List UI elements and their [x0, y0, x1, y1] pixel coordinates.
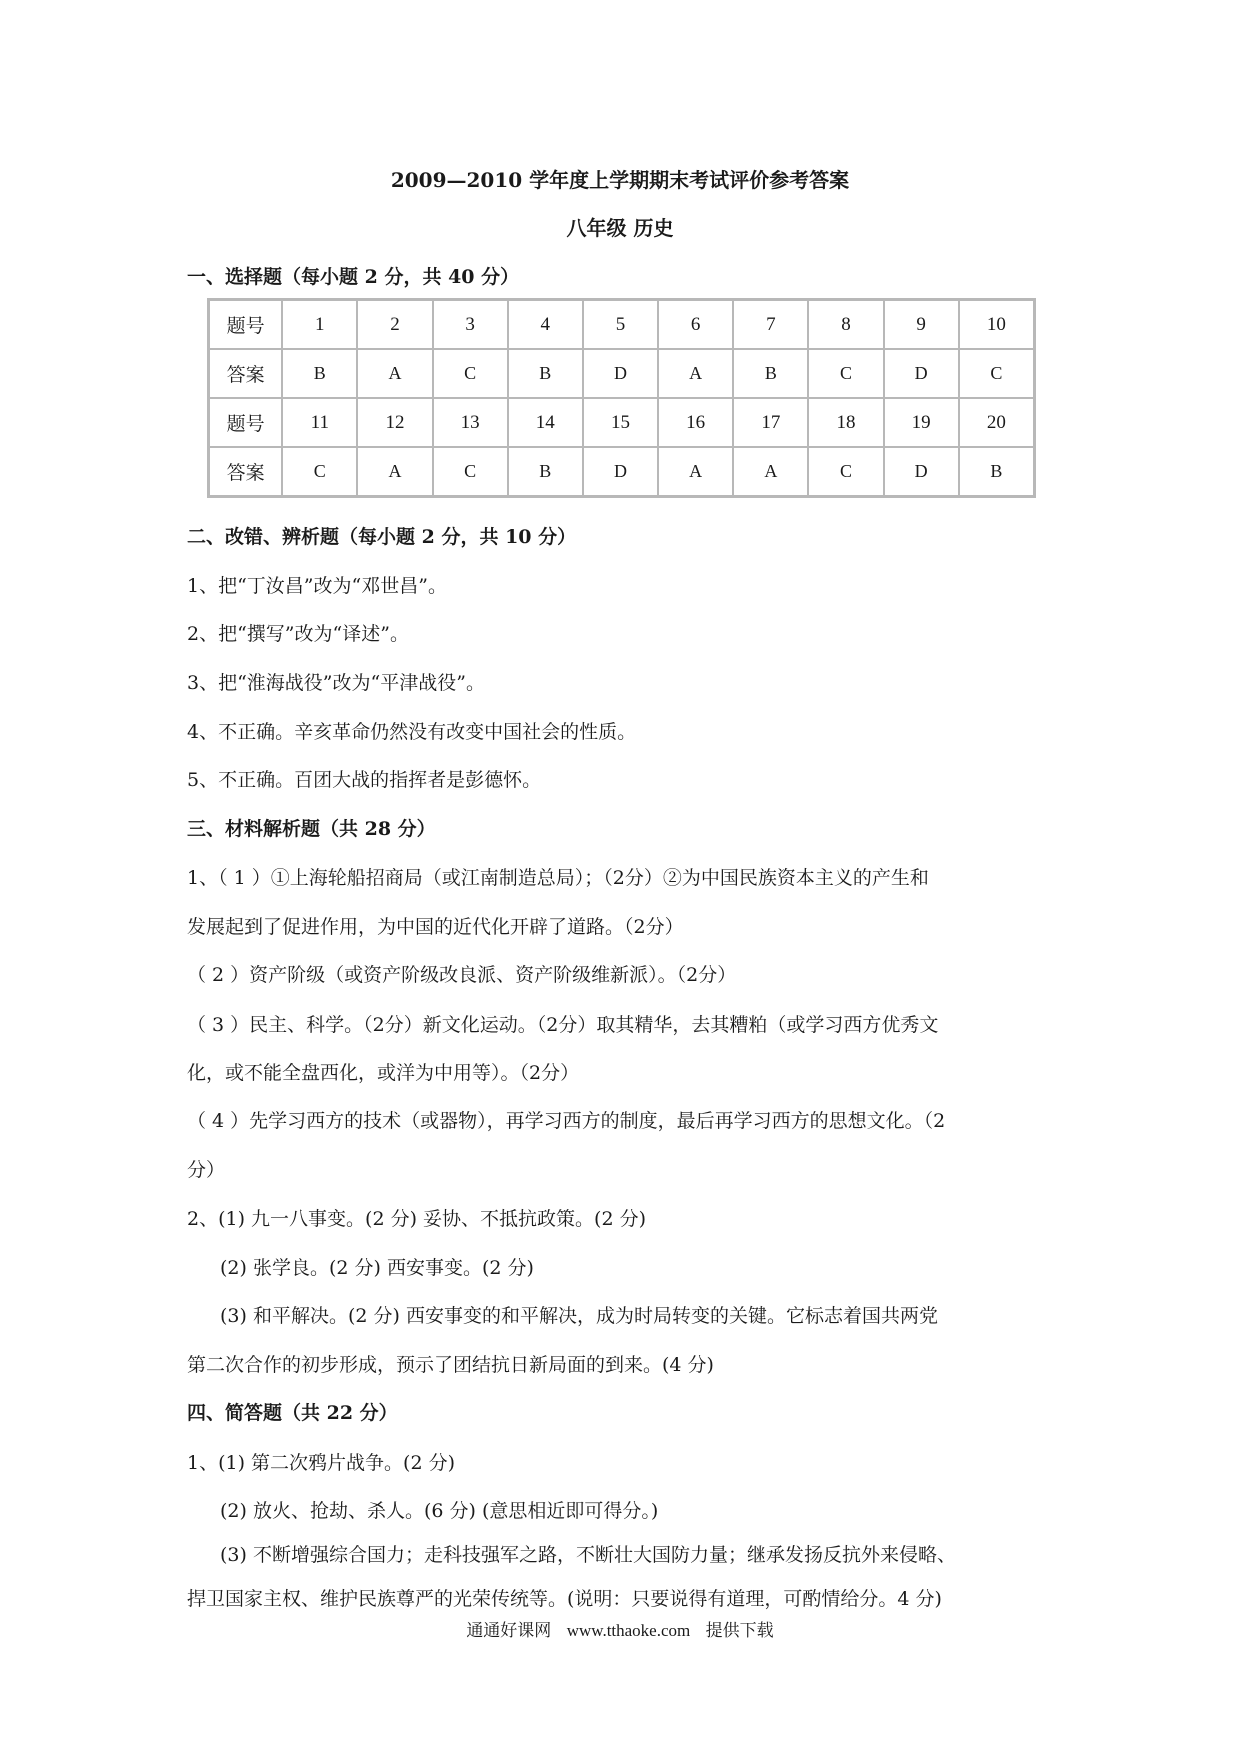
answer-cell: C — [808, 447, 883, 497]
answer-cell: B — [508, 447, 583, 497]
page-title: 2009—2010 学年度上学期期末考试评价参考答案 — [390, 168, 850, 192]
answer-line: 分） — [187, 1159, 226, 1181]
footer-url[interactable]: www.tthaoke.com — [566, 1621, 691, 1640]
answer-cell: A — [658, 447, 733, 497]
answer-line: 2、(1) 九一八事变。(2 分) 妥协、不抵抗政策。(2 分) — [187, 1208, 646, 1230]
section-heading-material: 三、材料解析题（共 28 分） — [187, 818, 436, 840]
question-number: 1 — [282, 300, 357, 350]
row-label-number: 题号 — [209, 300, 283, 350]
question-number: 11 — [282, 398, 357, 447]
table-row — [209, 349, 1035, 398]
answer-cell: D — [884, 349, 959, 398]
answer-line: (3) 不断增强综合国力；走科技强军之路，不断壮大国防力量；继承发扬反抗外来侵略、 — [220, 1544, 956, 1566]
answer-cell: D — [583, 349, 658, 398]
answer-line: （ 2 ）资产阶级（或资产阶级改良派、资产阶级维新派）。（2分） — [187, 964, 737, 986]
row-label-number: 题号 — [209, 398, 283, 447]
answer-cell: D — [583, 447, 658, 497]
answer-line: 1、（ 1 ）①上海轮船招商局（或江南制造总局）；（2分）②为中国民族资本主义的产生和 — [187, 867, 929, 889]
answer-cell: D — [884, 447, 959, 497]
page-subtitle: 八年级 历史 — [566, 216, 674, 240]
answer-line: 发展起到了促进作用，为中国的近代化开辟了道路。（2分） — [187, 916, 684, 938]
answer-cell: A — [733, 447, 808, 497]
question-number: 9 — [884, 300, 959, 350]
question-number: 20 — [959, 398, 1035, 447]
question-number: 19 — [884, 398, 959, 447]
answer-line: 第二次合作的初步形成，预示了团结抗日新局面的到来。(4 分) — [187, 1354, 714, 1376]
question-number: 6 — [658, 300, 733, 350]
question-number: 8 — [808, 300, 883, 350]
answer-line: (2) 张学良。(2 分) 西安事变。(2 分) — [220, 1257, 534, 1279]
answer-cell: A — [658, 349, 733, 398]
footer-action: 提供下载 — [705, 1621, 774, 1641]
answer-line: (3) 和平解决。(2 分) 西安事变的和平解决，成为时局转变的关键。它标志着国共两党 — [220, 1305, 938, 1327]
question-number: 5 — [583, 300, 658, 350]
answer-cell: B — [282, 349, 357, 398]
answer-cell: A — [357, 349, 432, 398]
answer-cell: C — [959, 349, 1035, 398]
answer-line: （ 4 ）先学习西方的技术（或器物），再学习西方的制度，最后再学习西方的思想文化。（2 — [187, 1110, 946, 1132]
table-row — [209, 398, 1035, 447]
question-number: 10 — [959, 300, 1035, 350]
answer-cell: C — [282, 447, 357, 497]
question-number: 18 — [808, 398, 883, 447]
question-number: 17 — [733, 398, 808, 447]
question-number: 3 — [433, 300, 508, 350]
answer-line: 捍卫国家主权、维护民族尊严的光荣传统等。(说明：只要说得有道理，可酌情给分。4 分) — [187, 1588, 942, 1610]
answer-cell: B — [959, 447, 1035, 497]
answer-line: （ 3 ）民主、科学。（2分）新文化运动。（2分）取其精华，去其糟粕（或学习西方优秀文 — [187, 1014, 939, 1036]
answer-line: 5、不正确。百团大战的指挥者是彭德怀。 — [187, 769, 542, 791]
table-row — [209, 300, 1035, 350]
row-label-answer: 答案 — [209, 349, 283, 398]
footer — [0, 1616, 1240, 1641]
answer-line: 1、(1) 第二次鸦片战争。(2 分) — [187, 1452, 455, 1474]
question-number: 7 — [733, 300, 808, 350]
answer-cell: C — [433, 447, 508, 497]
answer-cell: C — [433, 349, 508, 398]
answer-cell: B — [508, 349, 583, 398]
footer-site-name: 通通好课网 — [466, 1621, 552, 1641]
answer-line: 化，或不能全盘西化，或洋为中用等）。（2分） — [187, 1062, 580, 1084]
table-row — [209, 447, 1035, 497]
section-heading-choice: 一、选择题（每小题 2 分，共 40 分） — [187, 266, 520, 288]
answer-line: 1、把“丁汝昌”改为“邓世昌”。 — [187, 575, 447, 597]
answer-table — [207, 298, 1036, 498]
answer-line: 3、把“淮海战役”改为“平津战役”。 — [187, 672, 485, 694]
question-number: 16 — [658, 398, 733, 447]
section-heading-correction: 二、改错、辨析题（每小题 2 分，共 10 分） — [187, 526, 577, 548]
answer-cell: B — [733, 349, 808, 398]
answer-line: 4、不正确。辛亥革命仍然没有改变中国社会的性质。 — [187, 721, 637, 743]
question-number: 2 — [357, 300, 432, 350]
answer-cell: A — [357, 447, 432, 497]
section-heading-short-answer: 四、简答题（共 22 分） — [187, 1402, 398, 1424]
answer-cell: C — [808, 349, 883, 398]
question-number: 12 — [357, 398, 432, 447]
answer-line: 2、把“撰写”改为“译述”。 — [187, 623, 409, 645]
question-number: 14 — [508, 398, 583, 447]
question-number: 13 — [433, 398, 508, 447]
row-label-answer: 答案 — [209, 447, 283, 497]
question-number: 15 — [583, 398, 658, 447]
question-number: 4 — [508, 300, 583, 350]
answer-line: (2) 放火、抢劫、杀人。(6 分) (意思相近即可得分。) — [220, 1500, 659, 1522]
